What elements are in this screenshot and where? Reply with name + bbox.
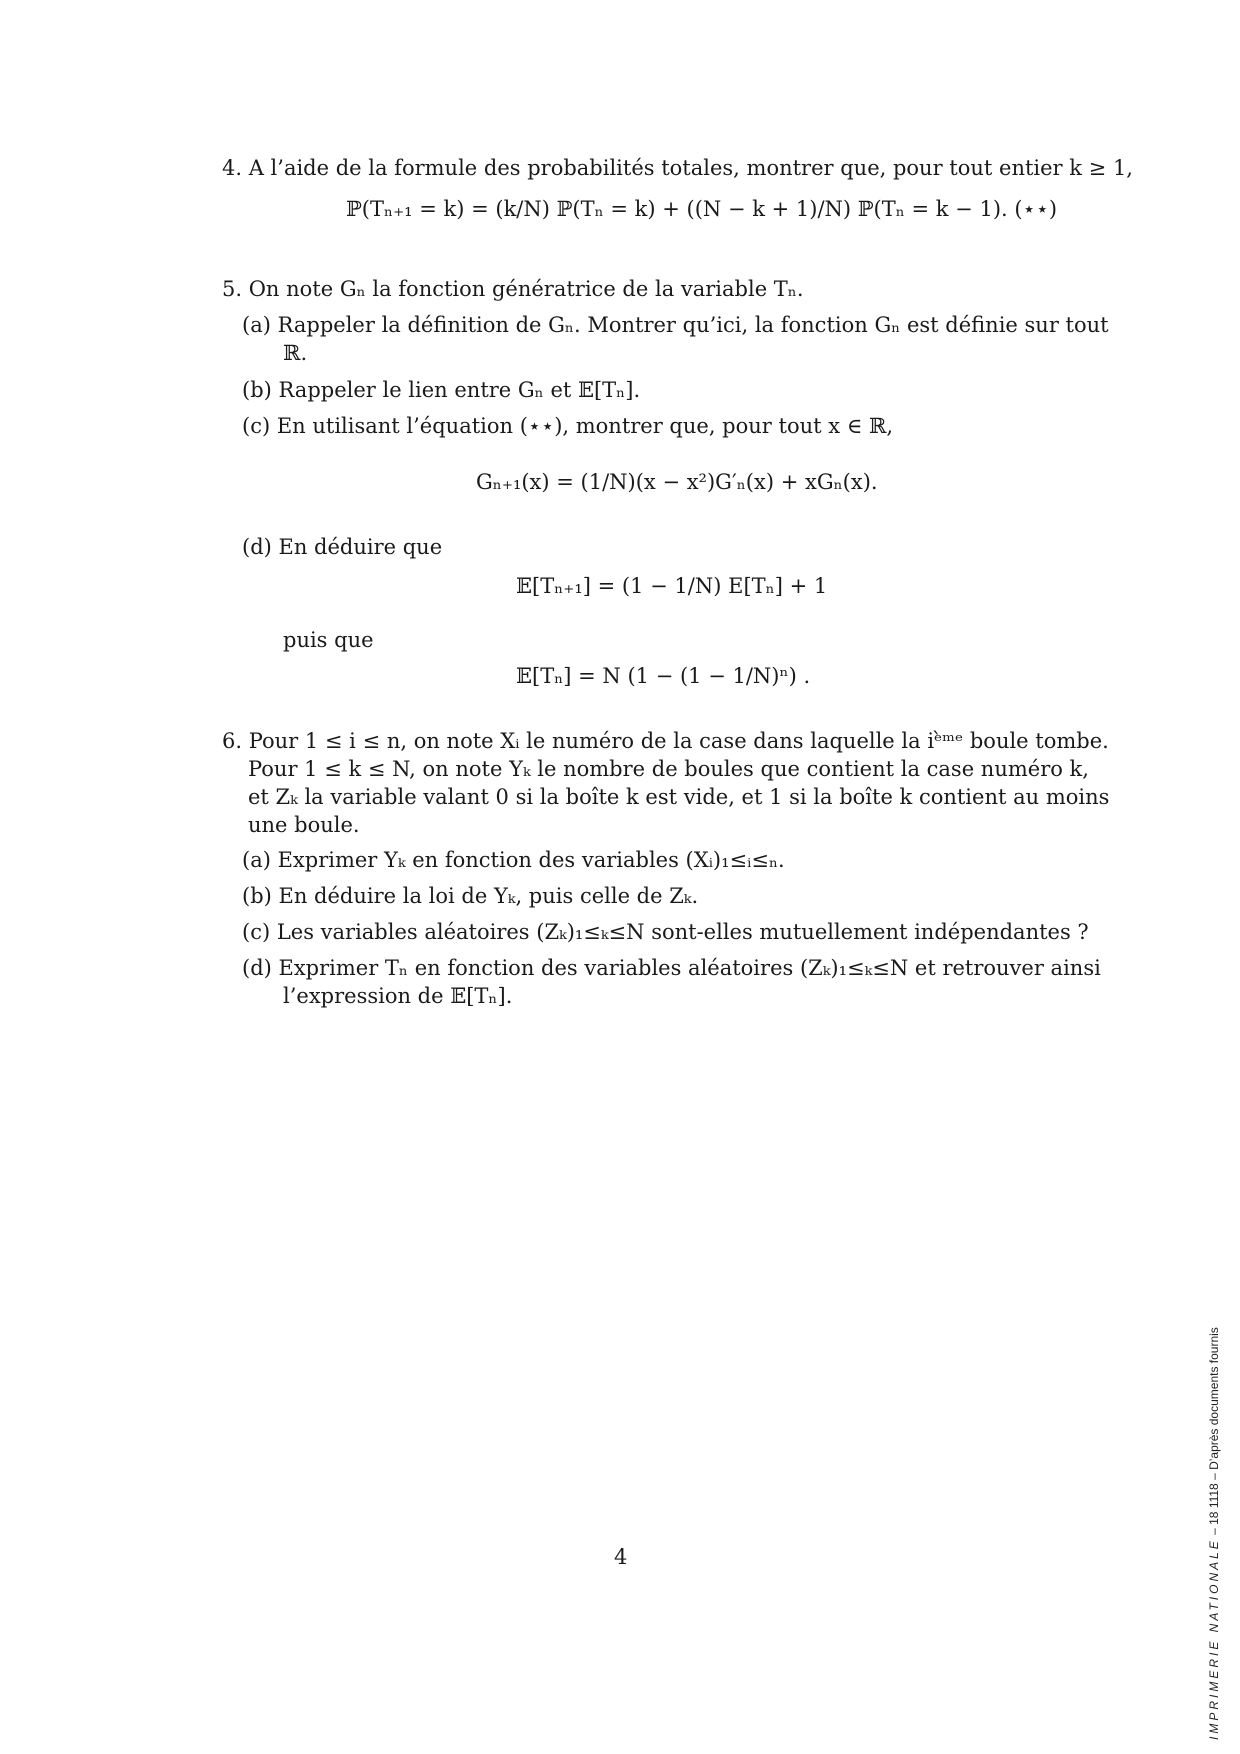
- imprint-footer: [1207, 1327, 1221, 1740]
- question-6d-line1: (d) Exprimer Tₙ en fonction des variables aléatoires (Zₖ)₁≤ₖ≤N et retrouver ainsi: [242, 956, 1101, 980]
- question-4-formula: ℙ(Tₙ₊₁ = k) = (k/N) ℙ(Tₙ = k) + ((N − k + 1)/N) ℙ(Tₙ = k − 1). (⋆⋆): [346, 197, 1058, 221]
- question-5d-formula-2: 𝔼[Tₙ] = N (1 − (1 − 1/N)ⁿ) .: [516, 664, 811, 688]
- imprint-details: – 18 1118 – D’après documents fournis: [1207, 1327, 1221, 1539]
- question-5d-formula-1: 𝔼[Tₙ₊₁] = (1 − 1/N) E[Tₙ] + 1: [516, 574, 828, 598]
- question-5d-puis-que: puis que: [283, 628, 374, 652]
- question-6b: (b) En déduire la loi de Yₖ, puis celle de Zₖ.: [242, 884, 699, 908]
- question-6a: (a) Exprimer Yₖ en fonction des variables (Xᵢ)₁≤ᵢ≤ₙ.: [242, 848, 785, 872]
- question-5a-line1: (a) Rappeler la définition de Gₙ. Montrer qu’ici, la fonction Gₙ est définie sur tout: [242, 313, 1109, 337]
- imprint-name: IMPRIMERIE NATIONALE: [1207, 1538, 1221, 1740]
- question-6d-line2: l’expression de 𝔼[Tₙ].: [283, 984, 513, 1008]
- question-6-line1: 6. Pour 1 ≤ i ≤ n, on note Xᵢ le numéro de la case dans laquelle la iᵉ̀ᵐᵉ boule tombe.: [222, 729, 1109, 753]
- question-6-line3: et Zₖ la variable valant 0 si la boîte k est vide, et 1 si la boîte k contient au moins: [248, 785, 1110, 809]
- question-5a-line2: ℝ.: [283, 341, 308, 365]
- question-6-line2: Pour 1 ≤ k ≤ N, on note Yₖ le nombre de boules que contient la case numéro k,: [248, 757, 1089, 781]
- question-4-text: 4. A l’aide de la formule des probabilités totales, montrer que, pour tout entier k ≥ 1,: [222, 156, 1133, 180]
- question-5d: (d) En déduire que: [242, 535, 443, 559]
- question-5c: (c) En utilisant l’équation (⋆⋆), montrer que, pour tout x ∈ ℝ,: [242, 414, 894, 438]
- page-number: 4: [614, 1545, 628, 1569]
- question-6c: (c) Les variables aléatoires (Zₖ)₁≤ₖ≤N sont-elles mutuellement indépendantes ?: [242, 920, 1089, 944]
- question-6-line4: une boule.: [248, 813, 360, 837]
- question-5b: (b) Rappeler le lien entre Gₙ et 𝔼[Tₙ].: [242, 378, 641, 402]
- question-5-intro: 5. On note Gₙ la fonction génératrice de la variable Tₙ.: [222, 277, 804, 301]
- question-5c-formula: Gₙ₊₁(x) = (1/N)(x − x²)G′ₙ(x) + xGₙ(x).: [476, 470, 878, 494]
